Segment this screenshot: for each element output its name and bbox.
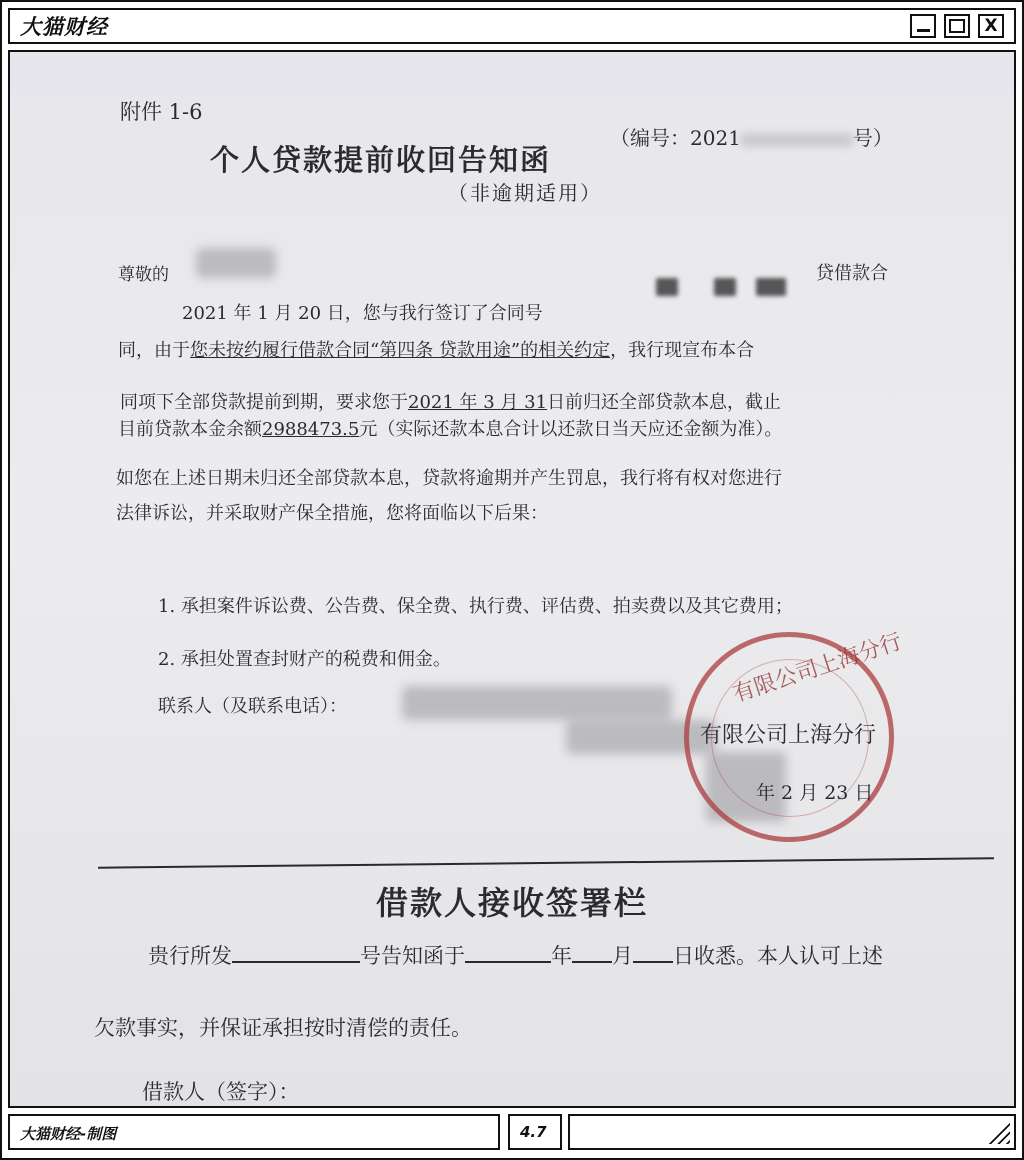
paragraph-line-4: 目前贷款本金余额2988473.5元（实际还款本息合计以还款日当天应还金额为准）。 bbox=[118, 419, 783, 440]
salutation: 尊敬的 bbox=[118, 265, 169, 285]
consequence-item-1: 1. 承担案件诉讼费、公告费、保全费、执行费、评估费、拍卖费以及其它费用； bbox=[158, 596, 793, 617]
serial-label: （编号：2021 bbox=[610, 126, 741, 150]
redacted-name bbox=[196, 248, 276, 278]
issuer-name: 有限公司上海分行 bbox=[700, 723, 877, 748]
borrower-signature-label: 借款人（签字）： bbox=[142, 1080, 300, 1104]
redacted-contract-2 bbox=[714, 278, 736, 296]
document-title: 个人贷款提前收回告知函 bbox=[210, 143, 552, 177]
paragraph-line-6: 法律诉讼，并采取财产保全措施，您将面临以下后果： bbox=[116, 503, 548, 524]
paragraph-line-5: 如您在上述日期未归还全部贷款本息，贷款将逾期并产生罚息，我行将有权对您进行 bbox=[116, 468, 782, 489]
minimize-icon bbox=[917, 29, 930, 32]
receipt-section-title: 借款人接收签署栏 bbox=[376, 884, 649, 922]
resize-grip-icon[interactable] bbox=[988, 1122, 1010, 1144]
title-bar bbox=[8, 8, 1016, 44]
attachment-label: 附件 1-6 bbox=[120, 100, 203, 124]
footer-status bbox=[568, 1114, 1016, 1150]
receipt-line-2: 欠款事实，并保证承担按时清偿的责任。 bbox=[94, 1016, 472, 1040]
receipt-line-1: 贵行所发 号告知函于 年 月 日收悉。本人认可上述 bbox=[148, 944, 883, 968]
contact-label: 联系人（及联系电话）： bbox=[158, 696, 347, 717]
salutation-tail: 贷借款合 bbox=[816, 263, 888, 284]
close-button[interactable] bbox=[978, 14, 1004, 38]
document-serial bbox=[610, 122, 893, 151]
footer-credit bbox=[8, 1114, 500, 1150]
seal-text: 有限公司上海分行 bbox=[730, 629, 906, 708]
paragraph-line-3: 同项下全部贷款提前到期，要求您于2021 年 3 月 31日前归还全部贷款本息，截止 bbox=[120, 392, 782, 413]
maximize-button[interactable] bbox=[944, 14, 970, 38]
redacted-contact bbox=[402, 686, 672, 720]
consequence-item-2: 2. 承担处置查封财产的税费和佣金。 bbox=[158, 649, 451, 670]
close-icon: X bbox=[984, 16, 998, 36]
minimize-button[interactable] bbox=[910, 14, 936, 38]
redacted-contract-1 bbox=[656, 278, 678, 296]
paragraph-line-2: 同，由于您未按约履行借款合同“第四条 贷款用途”的相关约定，我行现宣布本合 bbox=[118, 340, 755, 361]
maximize-icon bbox=[949, 19, 965, 33]
paragraph-line-1: 2021 年 1 月 20 日，您与我行签订了合同号 bbox=[182, 303, 543, 324]
page-indicator: 4.7 bbox=[520, 1123, 547, 1141]
footer-page bbox=[508, 1114, 562, 1150]
document-subtitle: （非逾期适用） bbox=[448, 181, 602, 205]
redacted-contract-3 bbox=[756, 278, 786, 296]
section-divider bbox=[98, 857, 994, 868]
serial-suffix: 号） bbox=[852, 126, 893, 150]
document-date: 年 2 月 23 日 bbox=[756, 782, 874, 804]
document-photo bbox=[8, 50, 1016, 1108]
window-title: 大猫财经 bbox=[20, 15, 108, 39]
credit-label: 大猫财经-制图 bbox=[20, 1125, 117, 1143]
